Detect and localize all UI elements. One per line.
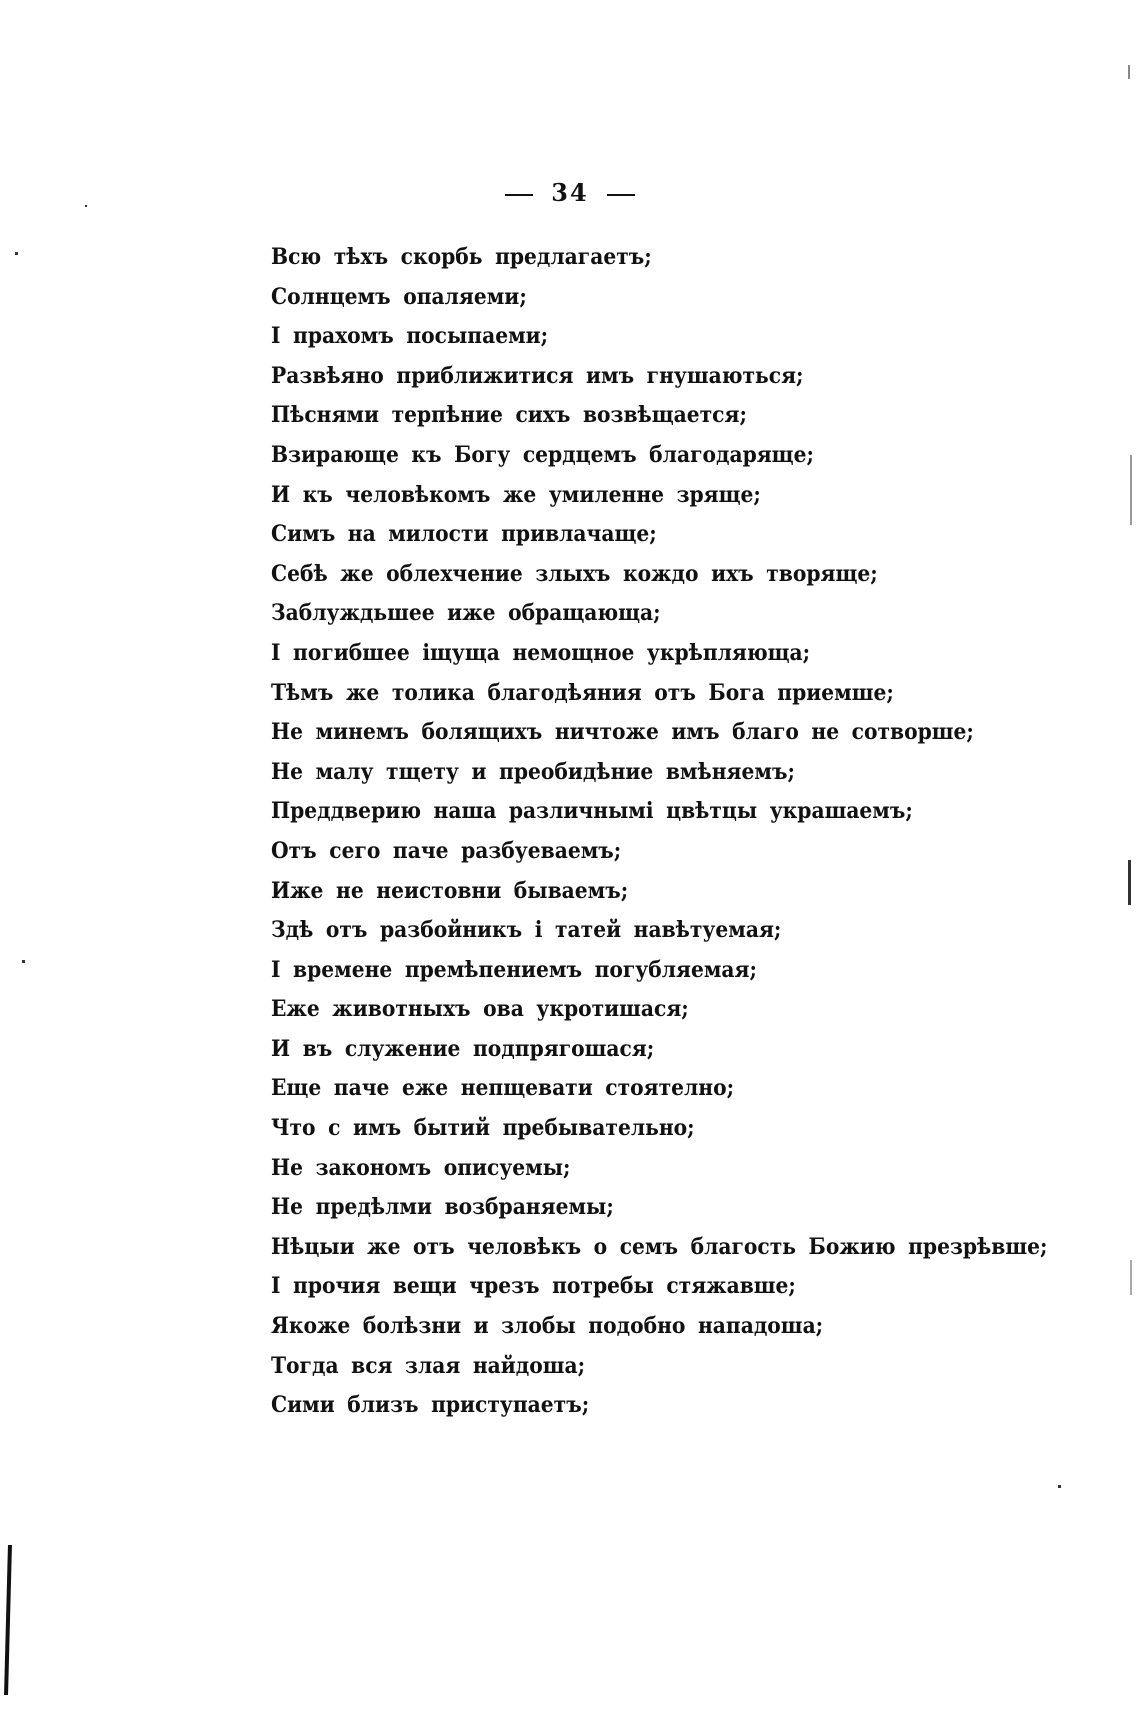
verse-line: Нѣцыи же отъ человѣкъ о семъ благость Божию презрѣвше;: [271, 1233, 1048, 1260]
scan-speck: [1058, 1485, 1061, 1488]
page-number-value: 34: [551, 178, 589, 207]
verse-line: Не малу тщету и преобидѣние вмѣняемъ;: [271, 758, 795, 785]
scan-speck: [15, 252, 18, 255]
scan-speck: [85, 205, 87, 207]
verse-line: Преддверию наша различнымі цвѣтцы украшаемъ;: [271, 798, 913, 825]
verse-line: Якоже болѣзни и злобы подобно нападоша;: [271, 1313, 824, 1340]
verse-line: Не предѣлми возбраняемы;: [271, 1194, 614, 1221]
verse-line: И въ служение подпрягошася;: [271, 1035, 655, 1062]
verse-line: Себѣ же облехчение злыхъ кождо ихъ творяще;: [271, 560, 878, 587]
verse-line: І погибшее іщуща немощное укрѣпляюща;: [271, 639, 811, 666]
verse-line: Симъ на милости привлачаще;: [271, 521, 657, 548]
verse-line: Тѣмъ же толика благодѣяния отъ Бога приемше;: [271, 679, 894, 706]
verse-line: Пѣснями терпѣние сихъ возвѣщается;: [271, 402, 747, 429]
verse-line: Всю тѣхъ скорбь предлагаетъ;: [271, 244, 652, 270]
verse-line: Не минемъ болящихъ ничтоже имъ благо не сотворше;: [271, 719, 974, 746]
verse-line: Сими близъ приступаетъ;: [271, 1392, 590, 1419]
verse-line: И къ человѣкомъ же умиленне зряще;: [271, 481, 761, 508]
scan-speck: [1128, 65, 1130, 79]
page-number: [0, 178, 1140, 207]
verse-line: Развѣяно приближитися имъ гнушаються;: [271, 362, 804, 389]
verse-line: Не закономъ описуемы;: [271, 1154, 571, 1181]
verse-line: Здѣ отъ разбойникъ і татей навѣтуемая;: [271, 917, 782, 944]
scan-edge-rule: [4, 1545, 12, 1695]
verse-line: Тогда вся злая найдоша;: [271, 1352, 586, 1379]
verse-line: Что с имъ бытий пребывательно;: [271, 1115, 695, 1142]
verse-line: Солнцемъ опаляеми;: [271, 283, 527, 310]
verse-line: Иже не неистовни бываемъ;: [271, 877, 629, 904]
verse-body: [271, 238, 1048, 1426]
dash-right: [607, 194, 635, 196]
verse-line: Отъ сего паче разбуеваемъ;: [271, 837, 622, 864]
verse-line: І прочия вещи чрезъ потребы стяжавше;: [271, 1273, 796, 1300]
scan-speck: [1128, 860, 1131, 905]
dash-left: [505, 194, 533, 196]
verse-line: Заблуждьшее иже обращающа;: [271, 600, 661, 627]
verse-line: І времене премѣпениемъ погубляемая;: [271, 956, 757, 983]
scan-speck: [1130, 455, 1132, 525]
verse-line: І прахомъ посыпаеми;: [271, 323, 549, 350]
verse-line: Еже животныхъ ова укротишася;: [271, 996, 689, 1023]
verse-line: Еще паче еже непщевати стоятелно;: [271, 1075, 735, 1102]
scan-speck: [1130, 1260, 1132, 1295]
scan-speck: [22, 960, 25, 963]
verse-line: Взирающе къ Богу сердцемъ благодаряще;: [271, 441, 814, 468]
